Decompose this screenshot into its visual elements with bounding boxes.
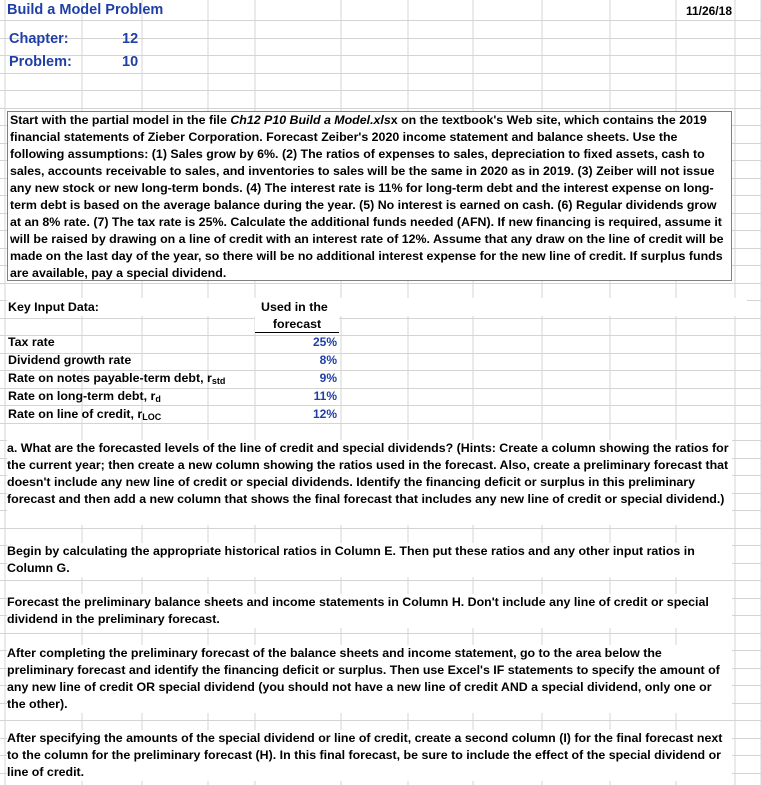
forecast-column-header: Used in the	[261, 300, 328, 314]
input-value-tax-rate[interactable]: 25%	[312, 335, 337, 349]
chapter-value: 12	[122, 31, 139, 47]
input-value-loc-rate[interactable]: 12%	[312, 407, 337, 421]
instruction-step-4: After specifying the amounts of the special dividend or line of credit, create a second column (I) for the final forecast next to the column for the preliminary forecast (H). In this final forecast, be sure to include the effect of the special dividend or line of credit.	[7, 730, 732, 781]
forecast-column-header-2: forecast	[255, 316, 339, 333]
sheet-title: Build a Model Problem	[7, 2, 164, 18]
instruction-step-2: Forecast the preliminary balance sheets and income statements in Column H. Don't include any line of credit or special dividend in the preliminary forecast.	[7, 594, 732, 628]
problem-label: Problem:	[9, 54, 72, 70]
instruction-step-3: After completing the preliminary forecast of the balance sheets and income statement, go to the area below the preliminary forecast and identify the financing deficit or surplus. Then use Excel's IF statements to specify the amount of any new line of credit OR special dividend (you should not have a new line of credit AND a special dividend, only one or the other).	[7, 645, 732, 713]
problem-value: 10	[122, 54, 139, 70]
input-label-tax-rate: Tax rate	[8, 335, 55, 349]
input-label-long-term-rate: Rate on long-term debt, $r_d$	[8, 389, 161, 404]
input-value-dividend-growth[interactable]: 8%	[319, 353, 337, 367]
input-label-loc-rate: Rate on line of credit, $r_{LOC}$	[8, 407, 162, 422]
input-value-notes-rate[interactable]: 9%	[319, 371, 337, 385]
key-input-heading: Key Input Data:	[8, 300, 99, 314]
instruction-part-a: a. What are the forecasted levels of the line of credit and special dividends? (Hints: Create a column showing the ratios for the current year; then create a new column showing the ratios used in the forecast. Also, create a preliminary forecast that doesn't include any new line of credit or special dividends. Identify the financing deficit or surplus in this preliminary forecast and then add a new column that shows the final forecast that includes any new line of credit or special dividend.)	[7, 440, 732, 525]
input-label-notes-rate: Rate on notes payable-term debt, $r_{std}$	[8, 371, 226, 386]
file-name: Ch12 P10 Build a Model.xls	[230, 113, 391, 127]
chapter-label: Chapter:	[9, 31, 69, 47]
input-label-dividend-growth: Dividend growth rate	[8, 353, 132, 367]
intro-paragraph: Start with the partial model in the file Ch12 P10 Build a Model.xlsx on the textbook's Web site, which contains the 2019 financial statements of Zieber Corporation. Forecast Zeiber's 2020 income statement and balance sheets. Use the following assumptions: (1) Sales grow by 6%. (2) The ratios of expenses to sales, depreciation to fixed assets, cash to sales, accounts receivable to sales, and inventories to sales will be the same in 2020 as in 2019. (3) Zeiber will not issue any new stock or new long-term bonds. (4) The interest rate is 11% for long-term debt and the interest expense on long-term debt is based on the average balance during the year. (5) No interest is earned on cash. (6) Regular dividends grow at an 8% rate. (7) The tax rate is 25%. Calculate the additional funds needed (AFN). If new financing is required, assume it will be raised by drawing on a line of credit with an interest rate of 12%. Assume that any draw on the line of credit will be made on the last day of the year, so there will be no additional interest expense for the new line of credit. If surplus funds are available, pay a special dividend.	[7, 111, 732, 281]
sheet-date: 11/26/18	[685, 4, 732, 18]
input-value-long-term-rate[interactable]: 11%	[313, 389, 337, 403]
instruction-step-1: Begin by calculating the appropriate historical ratios in Column E. Then put these ratios and any other input ratios in Column G.	[7, 543, 732, 577]
